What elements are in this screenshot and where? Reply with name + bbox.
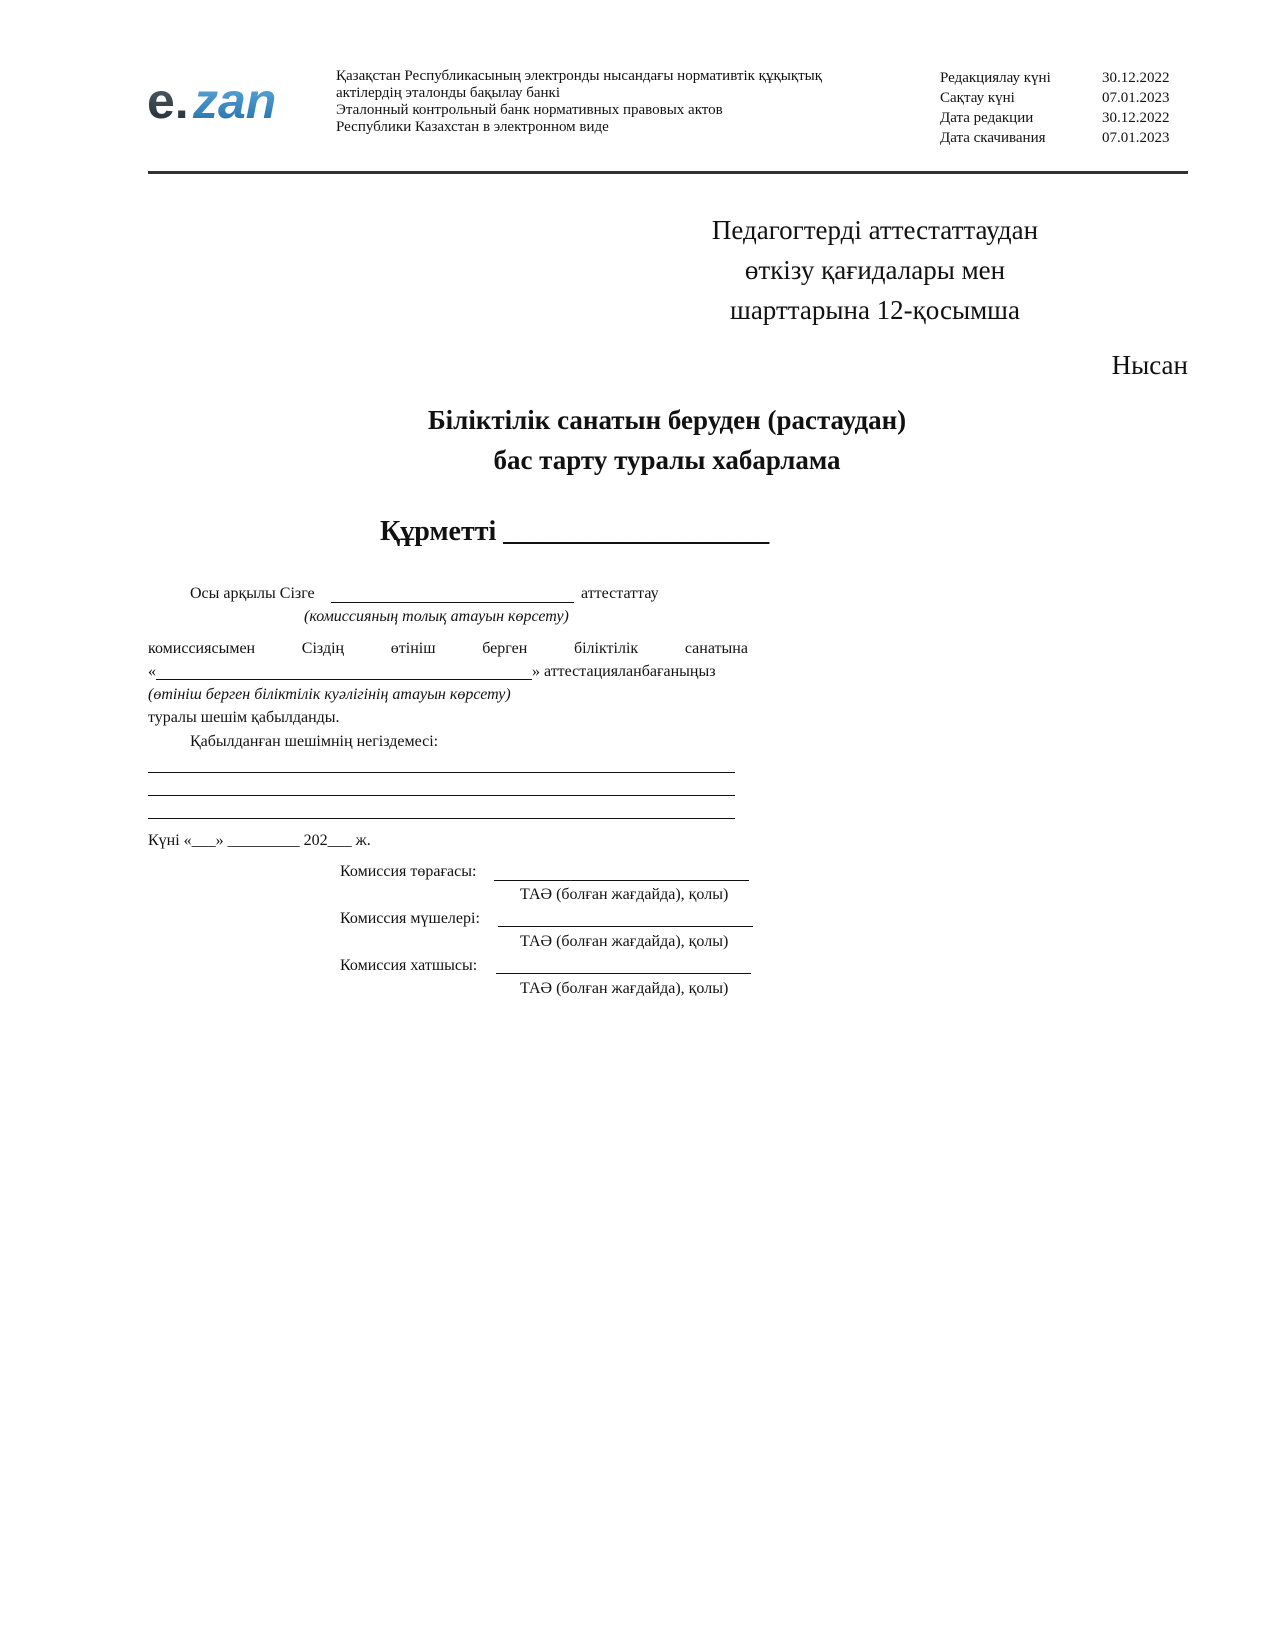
form-label: Нысан — [1111, 350, 1188, 380]
signature-role: Комиссия төрағасы: — [340, 863, 477, 880]
signature-role: Комиссия хатшысы: — [340, 957, 478, 974]
document-title — [237, 400, 1097, 480]
appendix-note — [640, 210, 1110, 330]
basis-label: Қабылданған шешімнің негіздемесі: — [190, 733, 439, 750]
basis-line — [148, 772, 735, 773]
meta-value: 30.12.2022 — [1102, 110, 1170, 126]
meta-label: Дата редакции — [940, 110, 1034, 126]
word: берген — [482, 640, 528, 657]
word: Сіздің — [301, 640, 345, 657]
body-justified-line — [148, 640, 748, 658]
header-title-line: Эталонный контрольный банк нормативных правовых актов — [336, 102, 723, 118]
title-line: Біліктілік санатын беруден (растаудан) — [427, 405, 907, 435]
header-title-line: актілердің эталонды бақылау банкі — [336, 85, 560, 101]
body-line1-suffix: аттестаттау — [581, 585, 659, 602]
qualification-blank — [156, 679, 532, 680]
hint-commission: (комиссияның толық атауын көрсету) — [304, 608, 569, 625]
meta-value: 07.01.2023 — [1102, 130, 1170, 146]
decision-text: туралы шешім қабылданды. — [148, 709, 340, 726]
meta-label: Сақтау күні — [940, 90, 1015, 106]
body-line1-prefix: Осы арқылы Сізге — [190, 585, 315, 602]
word: өтініш — [390, 640, 436, 657]
word: комиссиясымен — [148, 640, 256, 657]
word: санатына — [684, 640, 748, 657]
date-line: Күні «___» _________ 202___ ж. — [148, 832, 371, 849]
open-quote: « — [148, 663, 156, 680]
appendix-line: Педагогтерді аттестаттаудан — [711, 215, 1039, 245]
commission-name-blank — [331, 602, 574, 603]
signature-caption: ТАӘ (болған жағдайда), қолы) — [520, 886, 729, 903]
close-quote-text: » аттестацияланбағаныңыз — [532, 663, 716, 680]
appendix-line: өткізу қағидалары мен — [744, 255, 1006, 285]
greeting: Құрметті ___________________ — [380, 516, 770, 547]
meta-value: 07.01.2023 — [1102, 90, 1170, 106]
meta-label: Дата скачивания — [940, 130, 1046, 146]
signature-blank — [498, 926, 753, 927]
header-title-line: Республики Казахстан в электронном виде — [336, 119, 609, 135]
word: біліктілік — [573, 640, 639, 657]
signature-caption: ТАӘ (болған жағдайда), қолы) — [520, 933, 729, 950]
basis-line — [148, 795, 735, 796]
title-line: бас тарту туралы хабарлама — [493, 445, 841, 475]
signature-blank — [494, 880, 749, 881]
header-meta — [940, 68, 1170, 148]
signature-role: Комиссия мүшелері: — [340, 910, 480, 927]
signature-caption: ТАӘ (болған жағдайда), қолы) — [520, 980, 729, 997]
appendix-line: шарттарына 12-қосымша — [730, 295, 1020, 325]
header-divider — [148, 171, 1188, 174]
ezan-logo — [147, 72, 297, 132]
header-bank-title — [336, 68, 822, 136]
basis-line — [148, 818, 735, 819]
header-title-line: Қазақстан Республикасының электронды нысандағы нормативтік құқықтық — [336, 68, 823, 84]
hint-qualification: (өтініш берген біліктілік куәлігінің атауын көрсету) — [148, 686, 511, 703]
svg-text:zan: zan — [193, 73, 277, 129]
signature-blank — [496, 973, 751, 974]
svg-text:e.: e. — [147, 73, 189, 129]
meta-value: 30.12.2022 — [1102, 70, 1170, 86]
meta-label: Редакциялау күні — [940, 70, 1051, 86]
